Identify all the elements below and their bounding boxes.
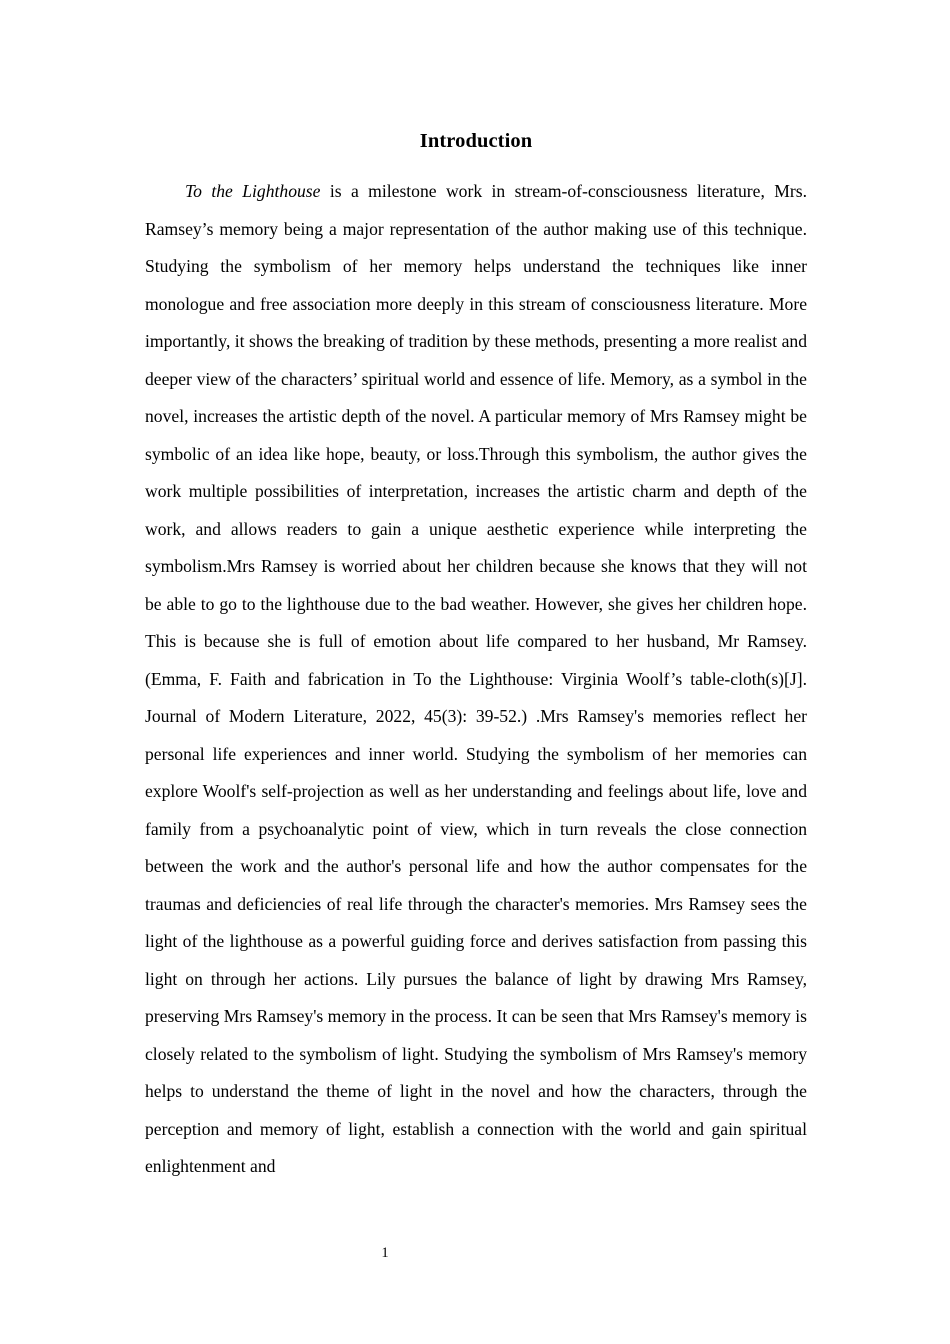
body-text-block (145, 173, 807, 1186)
book-title-italic: To the Lighthouse (185, 181, 321, 201)
page-title: Introduction (419, 130, 533, 152)
page-number: 1 (381, 1245, 389, 1261)
paragraph-body-text: is a milestone work in stream-of-consciousness literature, Mrs. Ramsey’s memory being a major representation of the author making use of this technique. Studying the symbolism of her memory helps understand the techniques like inner monologue and free association more deeply in this stream of consciousness literature. More importantly, it shows the breaking of tradition by these methods, presenting a more realist and deeper view of the characters’ spiritual world and essence of life. Memory, as a symbol in the novel, increases the artistic depth of the novel. A particular memory of Mrs Ramsey might be symbolic of an idea like hope, beauty, or loss.Through this symbolism, the author gives the work multiple possibilities of interpretation, increases the artistic charm and depth of the work, and allows readers to gain a unique aesthetic experience while interpreting the symbolism.Mrs Ramsey is worried about her children because she knows that they will not be able to go to the lighthouse due to the bad weather. However, she gives her children hope. This is because she is full of emotion about life compared to her husband, Mr Ramsey.(Emma, F. Faith and fabrication in To the Lighthouse: Virginia Woolf’s table-cloth(s)[J]. Journal of Modern Literature, 2022, 45(3): 39-52.) .Mrs Ramsey's memories reflect her personal life experiences and inner world. Studying the symbolism of her memories can explore Woolf's self-projection as well as her understanding and feelings about life, love and family from a psychoanalytic point of view, which in turn reveals the close connection between the work and the author's personal life and how the author compensates for the traumas and deficiencies of real life through the character's memories. Mrs Ramsey sees the light of the lighthouse as a powerful guiding force and derives satisfaction from passing this light on through her actions. Lily pursues the balance of light by drawing Mrs Ramsey, preserving Mrs Ramsey's memory in the process. It can be seen that Mrs Ramsey's memory is closely related to the symbolism of light. Studying the symbolism of Mrs Ramsey's memory helps to understand the theme of light in the novel and how the characters, through the perception and memory of light, establish a connection with the world and gain spiritual enlightenment and (145, 181, 807, 1176)
page-content (145, 118, 807, 1186)
introduction-paragraph (145, 173, 807, 1186)
